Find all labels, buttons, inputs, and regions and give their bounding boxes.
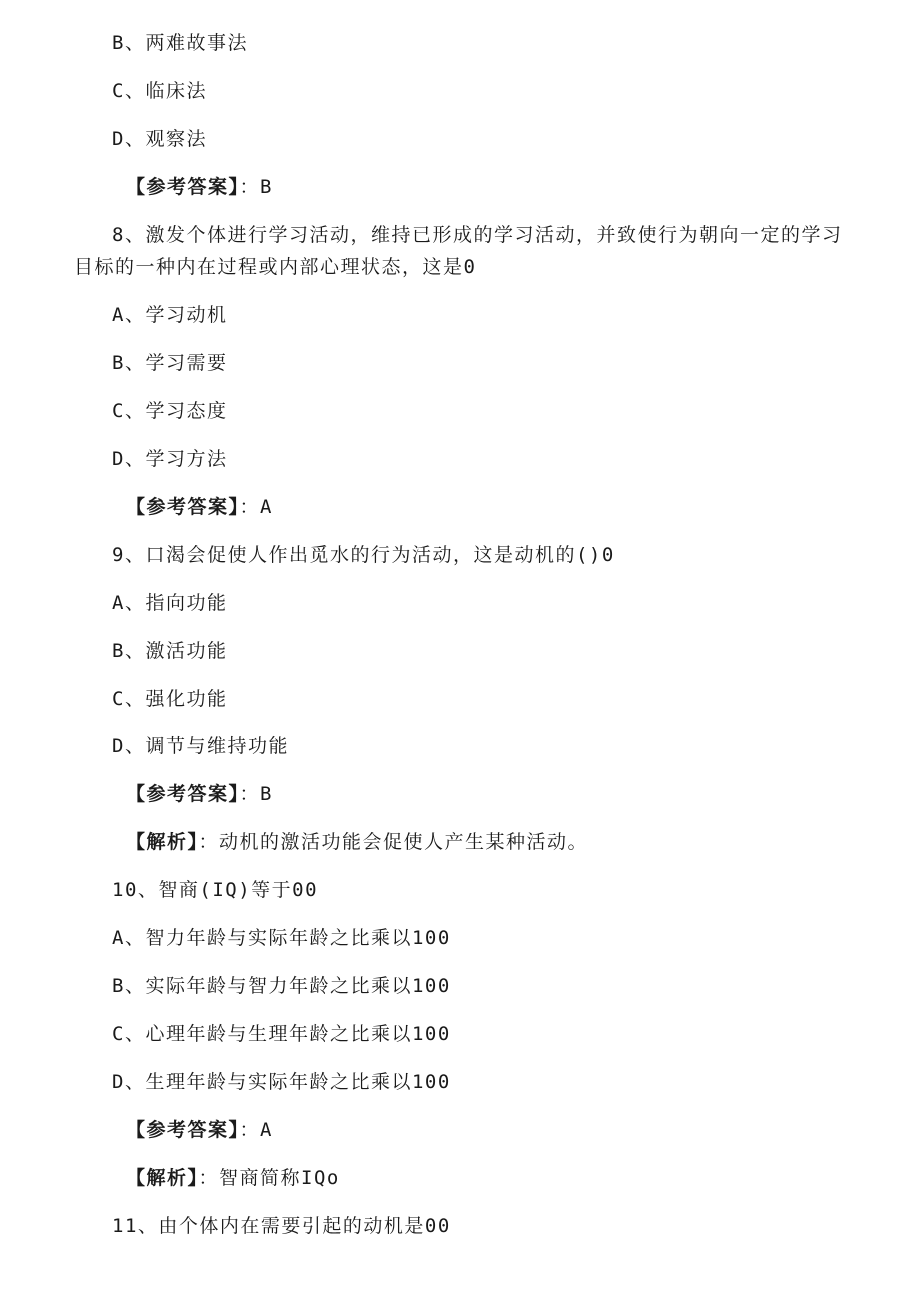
answer-value: ：B [239,176,273,198]
answer-label: 【参考答案】 [126,1119,240,1141]
option-line: B、实际年龄与智力年龄之比乘以100 [112,975,451,997]
option-line: D、学习方法 [112,448,228,470]
option-line: C、临床法 [112,80,207,102]
option-line: C、学习态度 [112,400,228,422]
answer-value: ：A [239,1119,273,1141]
option-line: B、两难故事法 [112,32,248,54]
question-line: 10、智商(IQ)等于00 [112,879,319,901]
option-line: A、指向功能 [112,592,228,614]
option-line: D、观察法 [112,128,207,150]
option-line: C、心理年龄与生理年龄之比乘以100 [112,1023,451,1045]
option-line: D、调节与维持功能 [112,735,289,757]
answer-label: 【参考答案】 [126,176,240,198]
question-line: 8、激发个体进行学习活动，维持已形成的学习活动，并致使行为朝向一定的学习 [112,224,843,246]
answer-value: ：A [239,496,273,518]
analysis-label: 【解析】 [126,831,199,853]
analysis-text: ：智商简称IQo [198,1167,340,1189]
answer-line [126,495,273,519]
question-continuation: 目标的一种内在过程或内部心理状态，这是0 [74,256,477,278]
option-line: B、学习需要 [112,352,228,374]
analysis-line [126,830,588,854]
analysis-text: ：动机的激活功能会促使人产生某种活动。 [198,831,589,853]
analysis-label: 【解析】 [126,1167,199,1189]
option-line: D、生理年龄与实际年龄之比乘以100 [112,1071,451,1093]
answer-label: 【参考答案】 [126,496,240,518]
analysis-line [126,1166,340,1190]
option-line: A、智力年龄与实际年龄之比乘以100 [112,927,451,949]
question-line: 11、由个体内在需要引起的动机是00 [112,1215,451,1237]
option-line: A、学习动机 [112,304,228,326]
option-line: B、激活功能 [112,640,228,662]
answer-value: ：B [239,783,273,805]
option-line: C、强化功能 [112,688,228,710]
answer-label: 【参考答案】 [126,783,240,805]
question-line: 9、口渴会促使人作出觅水的行为活动，这是动机的()0 [112,544,615,566]
answer-line [126,782,273,806]
answer-line [126,1118,273,1142]
answer-line [126,175,273,199]
